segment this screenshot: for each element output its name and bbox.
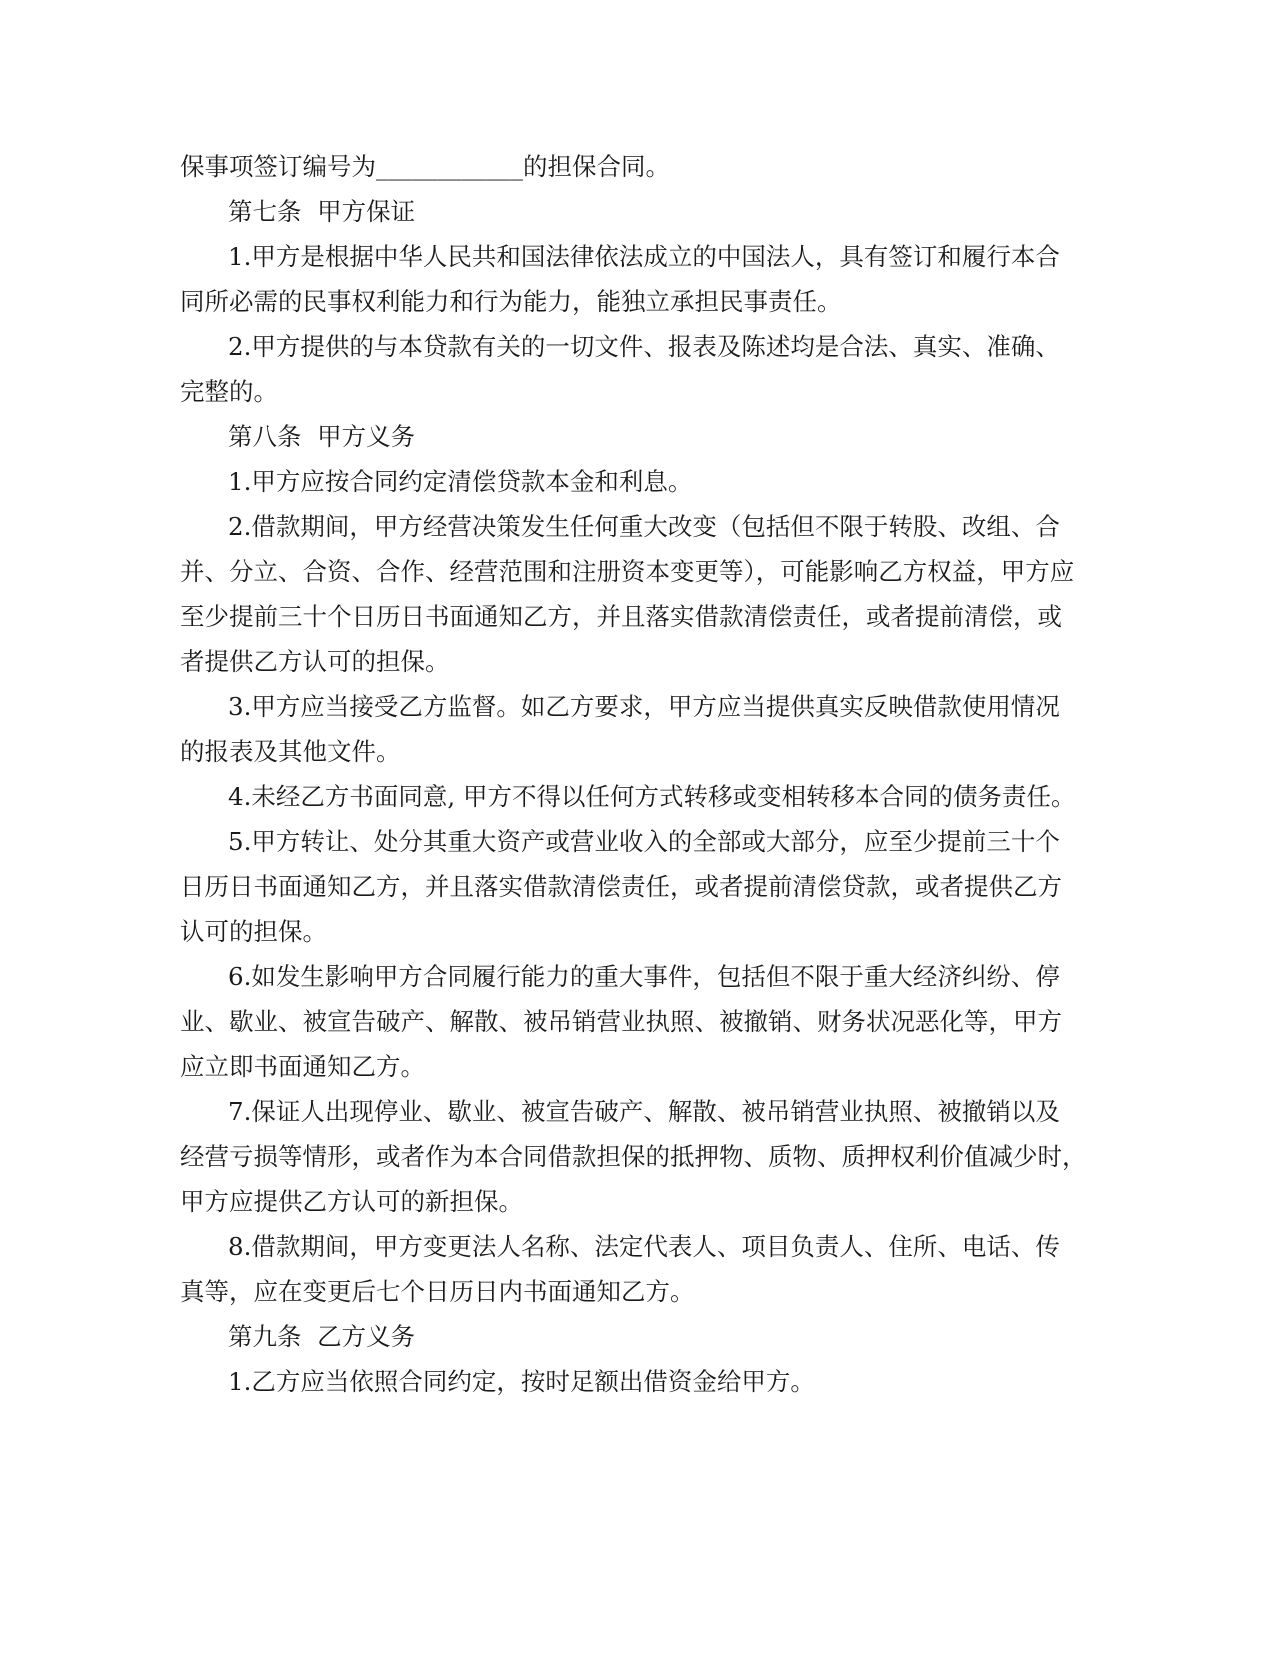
- text-line: 并、分立、合资、合作、经营范围和注册资本变更等），可能影响乙方权益，甲方应: [180, 557, 1075, 586]
- text-line: 6.如发生影响甲方合同履行能力的重大事件，包括但不限于重大经济纠纷、停: [228, 962, 1060, 991]
- text-line: 1.乙方应当依照合同约定，按时足额出借资金给甲方。: [228, 1367, 815, 1396]
- text-line: 者提供乙方认可的担保。: [180, 647, 450, 676]
- text-line: 认可的担保。: [180, 917, 327, 946]
- text-line: 同所必需的民事权利能力和行为能力，能独立承担民事责任。: [180, 287, 842, 316]
- text-line: 真等，应在变更后七个日历日内书面通知乙方。: [180, 1277, 695, 1306]
- document-page: [180, 144, 1087, 1404]
- text-line: 至少提前三十个日历日书面通知乙方，并且落实借款清偿责任，或者提前清偿，或: [180, 602, 1062, 631]
- text-line: 2.借款期间，甲方经营决策发生任何重大改变（包括但不限于转股、改组、合: [228, 512, 1060, 541]
- text-line: 的报表及其他文件。: [180, 737, 401, 766]
- text-line: 1.甲方应按合同约定清偿贷款本金和利息。: [228, 467, 693, 496]
- text-line: 8.借款期间，甲方变更法人名称、法定代表人、项目负责人、住所、电话、传: [228, 1232, 1060, 1261]
- text-line: 5.甲方转让、处分其重大资产或营业收入的全部或大部分，应至少提前三十个: [228, 827, 1060, 856]
- text-line: 保事项签订编号为____________的担保合同。: [180, 152, 670, 181]
- text-line: 1.甲方是根据中华人民共和国法律依法成立的中国法人，具有签订和履行本合: [228, 242, 1060, 271]
- article-heading-9: 第九条 乙方义务: [228, 1322, 416, 1351]
- text-line: 经营亏损等情形，或者作为本合同借款担保的抵押物、质物、质押权利价值减少时，: [180, 1142, 1087, 1171]
- text-line: 2.甲方提供的与本贷款有关的一切文件、报表及陈述均是合法、真实、准确、: [228, 332, 1060, 361]
- text-line: 4.未经乙方书面同意, 甲方不得以任何方式转移或变相转移本合同的债务责任。: [228, 782, 1076, 811]
- text-line: 3.甲方应当接受乙方监督。如乙方要求，甲方应当提供真实反映借款使用情况: [228, 692, 1060, 721]
- text-line: 应立即书面通知乙方。: [180, 1052, 425, 1081]
- text-line: 甲方应提供乙方认可的新担保。: [180, 1187, 523, 1216]
- text-line: 日历日书面通知乙方，并且落实借款清偿责任，或者提前清偿贷款，或者提供乙方: [180, 872, 1062, 901]
- article-heading-7: 第七条 甲方保证: [228, 197, 416, 226]
- text-line: 业、歇业、被宣告破产、解散、被吊销营业执照、被撤销、财务状况恶化等，甲方: [180, 1007, 1062, 1036]
- article-heading-8: 第八条 甲方义务: [228, 422, 416, 451]
- text-line: 完整的。: [180, 377, 278, 406]
- text-line: 7.保证人出现停业、歇业、被宣告破产、解散、被吊销营业执照、被撤销以及: [228, 1097, 1060, 1126]
